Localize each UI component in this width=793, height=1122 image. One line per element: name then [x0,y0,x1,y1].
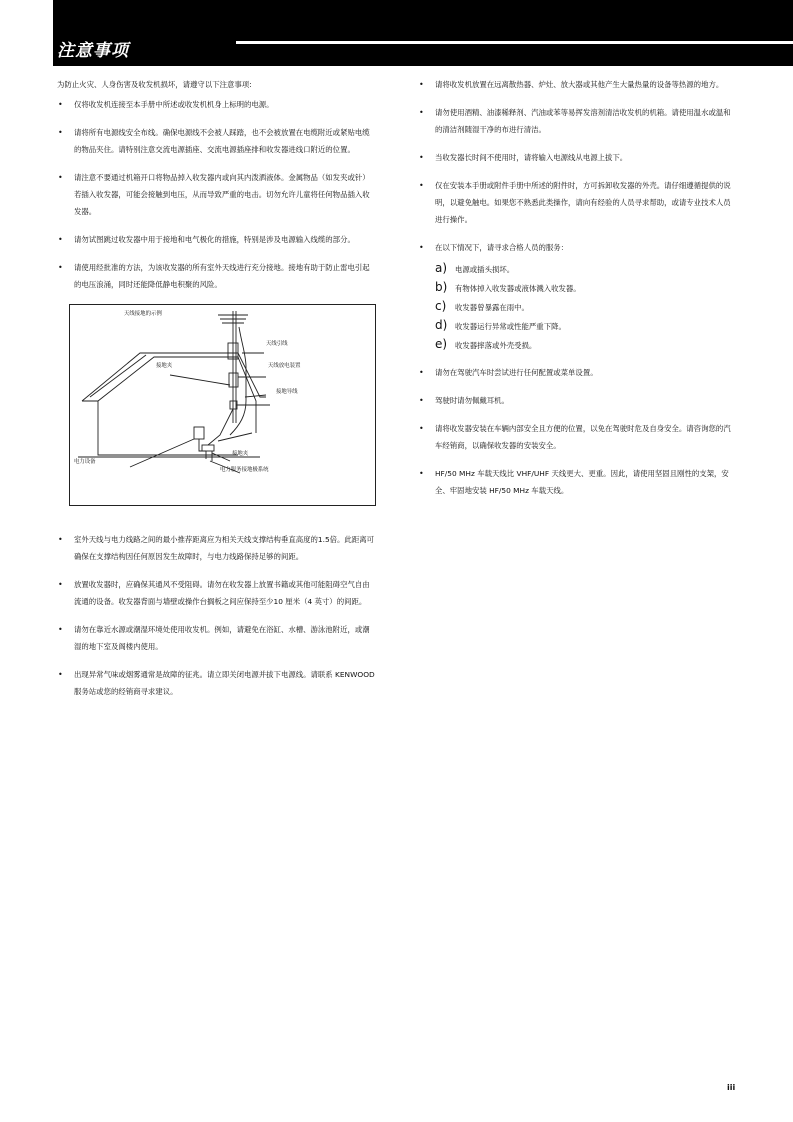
list-item: • 请勿在靠近水源或潮湿环境处使用收发机。例如，请避免在浴缸、水槽、游泳池附近，或潮湿的地下室及阁楼内使用。 [57,621,377,655]
page-number: iii [727,1083,736,1092]
list-item: • 请将收发机放置在远离散热器、炉灶、放大器或其他产生大量热量的设备等热源的地方。 [418,76,738,93]
sub-item-text: 电源或插头损坏。 [455,265,515,274]
sub-item-letter: d) [435,318,448,332]
sub-item-text: 收发器运行异常或性能严重下降。 [455,322,566,331]
list-item: • 请勿使用酒精、油漆稀释剂、汽油或苯等易挥发溶剂清洁收发机的机箱。请使用温水或温和的清洁剂随湿干净的布进行清洁。 [418,104,738,138]
sub-list-item [435,279,738,298]
left-list-bottom [57,531,377,700]
label-electric-equipment: 电力设备 [74,459,96,465]
list-item: • 仅将收发机连接至本手册中所述或收发机机身上标明的电源。 [57,96,377,113]
right-column [418,76,738,510]
list-item: • 当收发器长时间不使用时，请将输入电源线从电源上拔下。 [418,149,738,166]
left-column [57,76,377,711]
sub-item-letter: a) [435,261,448,275]
header-band [53,0,793,66]
list-item: • 驾驶时请勿佩戴耳机。 [418,392,738,409]
sub-list-item [435,260,738,279]
service-conditions-list [418,260,738,355]
label-ground-clamp-bottom: 接地夹 [232,451,249,457]
list-item: • 请将所有电源线安全布线。确保电源线不会被人踩踏，也不会被放置在电缆附近或紧贴电缆的物品夹住。请特别注意交流电源插座、交流电源插座排和收发器进线口附近的位置。 [57,124,377,158]
sub-list-item [435,317,738,336]
label-discharge-unit: 天线放电装置 [268,363,301,369]
list-item: • 在以下情况下，请寻求合格人员的服务： [418,239,738,256]
list-item: • 请注意不要通过机箱开口将物品掉入收发器内或向其内泼洒液体。金属物品（如发夹或针）若插入收发器，可能会接触到电压，从而导致严重的电击。切勿允许儿童将任何物品插入收发器。 [57,169,377,220]
list-item: • 放置收发器时，应确保其通风不受阻碍。请勿在收发器上放置书籍或其他可能阻碍空气自由流通的设备。收发器背面与墙壁或操作台搁板之间应保持至少10 厘米（4 英寸）的间距。 [57,576,377,610]
page-title: 注意事项 [57,41,129,61]
sub-item-text: 收发器摔落或外壳受损。 [455,341,537,350]
antenna-grounding-figure [69,304,376,506]
sub-list-item [435,298,738,317]
header-rule [236,41,793,44]
figure-title: 天线接地的示例 [124,311,162,317]
list-item: • 请勿在驾驶汽车时尝试进行任何配置或菜单设置。 [418,364,738,381]
label-ground-conductor: 接地导线 [276,389,298,395]
sub-item-text: 有物体掉入收发器或液体溅入收发器。 [455,284,581,293]
sub-item-text: 收发器曾暴露在雨中。 [455,303,529,312]
sub-list-item [435,336,738,355]
list-item: • HF/50 MHz 车载天线比 VHF/UHF 天线更大、更重。因此，请使用坚固且刚性的支架，安全、牢固地安装 HF/50 MHz 车载天线。 [418,465,738,499]
left-list-top [57,96,377,293]
list-item: • 出现异常气味或烟雾通常是故障的征兆。请立即关闭电源并拔下电源线。请联系 KENWOOD 服务站或您的经销商寻求建议。 [57,666,377,700]
list-item: • 请将收发器安装在车辆内部安全且方便的位置，以免在驾驶时危及自身安全。请咨询您的汽车经销商，以确保收发器的安装安全。 [418,420,738,454]
label-antenna-lead: 天线引线 [266,341,288,347]
intro-text: 为防止火灾、人身伤害及收发机损坏，请遵守以下注意事项: [57,80,252,89]
sub-item-letter: e) [435,337,448,351]
list-item: • 室外天线与电力线路之间的最小推荐距离应为相关天线支撑结构垂直高度的1.5倍。此距离可确保在支撑结构因任何原因发生故障时，与电力线路保持足够的间距。 [57,531,377,565]
list-item: • 请使用经批准的方法，为该收发器的所有室外天线进行充分接地。接地有助于防止雷电引起的电压浪涌，同时还能降低静电积聚的风险。 [57,259,377,293]
label-power-ground-system: 电力服务接地极系统 [220,467,269,473]
right-list-top [418,76,738,256]
list-item: • 仅在安装本手册或附件手册中所述的附件时，方可拆卸收发器的外壳。请仔细遵循提供的说明，以避免触电。如果您不熟悉此类操作，请向有经验的人员寻求帮助，或请专业技术人员进行操作。 [418,177,738,228]
house-antenna-illustration [70,305,375,505]
sub-item-letter: b) [435,280,448,294]
right-list-bottom [418,364,738,499]
label-ground-clamp-top: 接地夹 [156,363,173,369]
sub-item-letter: c) [435,299,447,313]
list-item: • 请勿试图跳过收发器中用于接地和电气极化的措施，特别是涉及电源输入线缆的部分。 [57,231,377,248]
